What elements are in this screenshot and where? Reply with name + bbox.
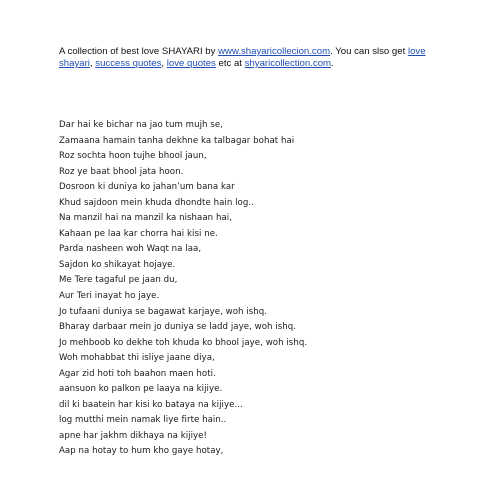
poem-line: Roz ye baat bhool jata hoon. [59,166,184,177]
poem-line: Jo mehboob ko dekhe toh khuda ko bhool jaye, woh ishq. [59,337,308,348]
poem-line: Bharay darbaar mein jo duniya se ladd jaye, woh ishq. [59,322,297,333]
site-link[interactable]: www.shayaricollecion.com [218,46,331,57]
intro-text: . You can slso get [330,46,408,57]
intro-text: , [89,58,96,69]
poem-line: Agar zid hoti toh baahon maen hoti. [59,368,216,379]
poem-line: Zamaana hamain tanha dekhne ka talbagar bohat hai [59,135,295,146]
poem-line: Na manzil hai na manzil ka nishaan hai, [59,213,232,224]
poem-line: Aap na hotay to hum kho gaye hotay, [59,446,224,457]
love-shayari-link[interactable]: love shayari [59,46,426,69]
poem-line: log mutthi mein namak liye firte hain.. [59,415,227,426]
success-quotes-link[interactable]: success quotes [95,58,162,69]
poem-line: Aur Teri inayat ho jaye. [59,291,160,302]
intro-text: etc at [215,58,245,69]
poem-line: aansuon ko palkon pe laaya na kijiye. [59,384,223,395]
intro-text: , [161,58,167,69]
poem-line: dil ki baatein har kisi ko bataya na kijiye… [59,399,244,410]
poem-line: Parda nasheen woh Waqt na laa, [59,244,202,255]
poem-line: Me Tere tagaful pe jaan du, [59,275,178,286]
poem-line: Dosroon ki duniya ko jahan’um bana kar [59,182,235,193]
intro-text: A collection of best love SHAYARI by [59,46,219,57]
shyaricollection-link[interactable]: shyaricollection.com [244,58,332,69]
poem-line: Woh mohabbat thi isliye jaane diya, [59,353,215,364]
poem-line: apne har jakhm dikhaya na kijiye! [59,430,208,441]
poem-body [59,118,459,460]
intro-paragraph [59,46,449,70]
poem-line: Sajdon ko shikayat hojaye. [59,259,176,270]
intro-text: . [331,58,334,69]
poem-line: Kahaan pe laa kar chorra hai kisi ne. [59,228,218,239]
poem-line: Jo tufaani duniya se bagawat karjaye, woh ishq. [59,306,268,317]
poem-line: Roz sochta hoon tujhe bhool jaun, [59,151,207,162]
poem-line: Dar hai ke bichar na jao tum mujh se, [59,120,223,130]
love-quotes-link[interactable]: love quotes [166,58,216,69]
poem-line: Khud sajdoon mein khuda dhondte hain log.. [59,197,254,208]
